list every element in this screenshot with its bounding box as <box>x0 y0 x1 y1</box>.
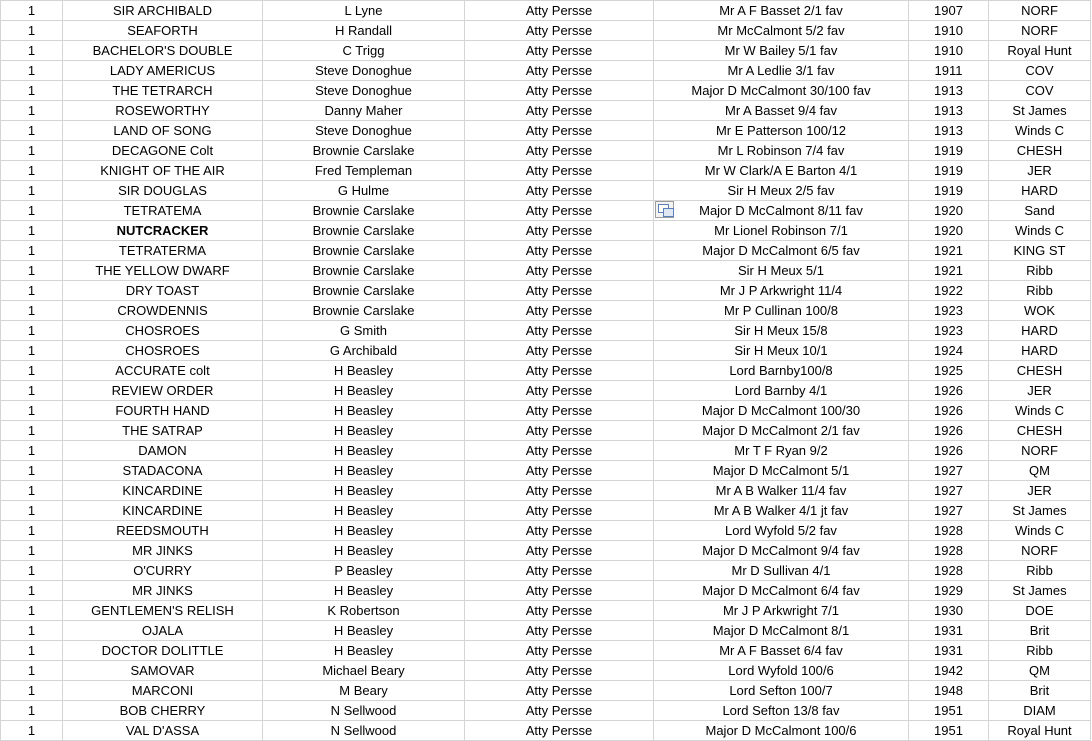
owner-odds-cell[interactable]: Major D McCalmont 100/30 <box>654 401 909 421</box>
year-cell[interactable]: 1931 <box>909 641 989 661</box>
race-cell[interactable]: COV <box>989 61 1091 81</box>
jockey-cell[interactable]: G Hulme <box>263 181 465 201</box>
horse-cell[interactable]: LAND OF SONG <box>63 121 263 141</box>
owner-odds-cell[interactable]: Mr W Bailey 5/1 fav <box>654 41 909 61</box>
year-cell[interactable]: 1911 <box>909 61 989 81</box>
position-cell[interactable]: 1 <box>1 241 63 261</box>
horse-cell[interactable]: VAL D'ASSA <box>63 721 263 741</box>
table-row <box>1 81 1091 101</box>
trainer-cell[interactable]: Atty Persse <box>465 361 654 381</box>
table-row <box>1 201 1091 221</box>
table-row <box>1 541 1091 561</box>
trainer-cell[interactable]: Atty Persse <box>465 161 654 181</box>
table-row <box>1 581 1091 601</box>
horse-cell[interactable]: ACCURATE colt <box>63 361 263 381</box>
position-cell[interactable]: 1 <box>1 201 63 221</box>
owner-odds-cell[interactable]: Mr A Basset 9/4 fav <box>654 101 909 121</box>
table-row <box>1 521 1091 541</box>
jockey-cell[interactable]: G Archibald <box>263 341 465 361</box>
table-row <box>1 101 1091 121</box>
position-cell[interactable]: 1 <box>1 461 63 481</box>
year-cell[interactable]: 1921 <box>909 261 989 281</box>
position-cell[interactable]: 1 <box>1 561 63 581</box>
table-row <box>1 321 1091 341</box>
table-row <box>1 61 1091 81</box>
owner-odds-cell[interactable]: Major D McCalmont 5/1 <box>654 461 909 481</box>
year-cell[interactable]: 1926 <box>909 381 989 401</box>
owner-odds-cell[interactable]: Major D McCalmont 9/4 fav <box>654 541 909 561</box>
race-cell[interactable]: Brit <box>989 681 1091 701</box>
table-row <box>1 401 1091 421</box>
year-cell[interactable]: 1910 <box>909 41 989 61</box>
position-cell[interactable]: 1 <box>1 101 63 121</box>
table-row <box>1 681 1091 701</box>
jockey-cell[interactable]: H Beasley <box>263 621 465 641</box>
year-cell[interactable]: 1924 <box>909 341 989 361</box>
trainer-cell[interactable]: Atty Persse <box>465 621 654 641</box>
year-cell[interactable]: 1923 <box>909 321 989 341</box>
jockey-cell[interactable]: Steve Donoghue <box>263 121 465 141</box>
position-cell[interactable]: 1 <box>1 21 63 41</box>
position-cell[interactable]: 1 <box>1 221 63 241</box>
trainer-cell[interactable]: Atty Persse <box>465 81 654 101</box>
race-cell[interactable]: St James <box>989 501 1091 521</box>
jockey-cell[interactable]: C Trigg <box>263 41 465 61</box>
jockey-cell[interactable]: Brownie Carslake <box>263 241 465 261</box>
year-cell[interactable]: 1951 <box>909 721 989 741</box>
trainer-cell[interactable]: Atty Persse <box>465 1 654 21</box>
jockey-cell[interactable]: H Randall <box>263 21 465 41</box>
horse-cell[interactable]: MARCONI <box>63 681 263 701</box>
horse-cell[interactable]: O'CURRY <box>63 561 263 581</box>
table-row <box>1 621 1091 641</box>
position-cell[interactable]: 1 <box>1 721 63 741</box>
position-cell[interactable]: 1 <box>1 401 63 421</box>
jockey-cell[interactable]: N Sellwood <box>263 701 465 721</box>
jockey-cell[interactable]: H Beasley <box>263 641 465 661</box>
horse-cell[interactable]: SAMOVAR <box>63 661 263 681</box>
owner-odds-cell[interactable]: Lord Sefton 100/7 <box>654 681 909 701</box>
horse-cell[interactable]: KINCARDINE <box>63 481 263 501</box>
owner-odds-cell[interactable]: Mr W Clark/A E Barton 4/1 <box>654 161 909 181</box>
horse-cell[interactable]: THE TETRARCH <box>63 81 263 101</box>
race-cell[interactable]: Winds C <box>989 121 1091 141</box>
position-cell[interactable]: 1 <box>1 501 63 521</box>
year-cell[interactable]: 1948 <box>909 681 989 701</box>
position-cell[interactable]: 1 <box>1 341 63 361</box>
position-cell[interactable]: 1 <box>1 541 63 561</box>
jockey-cell[interactable]: G Smith <box>263 321 465 341</box>
owner-odds-cell[interactable]: Mr J P Arkwright 7/1 <box>654 601 909 621</box>
horse-cell[interactable]: DAMON <box>63 441 263 461</box>
owner-odds-cell[interactable]: Sir H Meux 5/1 <box>654 261 909 281</box>
table-row <box>1 501 1091 521</box>
position-cell[interactable]: 1 <box>1 61 63 81</box>
position-cell[interactable]: 1 <box>1 121 63 141</box>
position-cell[interactable]: 1 <box>1 581 63 601</box>
jockey-cell[interactable]: Brownie Carslake <box>263 301 465 321</box>
race-cell[interactable]: NORF <box>989 441 1091 461</box>
horse-cell[interactable]: CHOSROES <box>63 341 263 361</box>
race-cell[interactable]: DOE <box>989 601 1091 621</box>
owner-odds-cell[interactable]: Mr L Robinson 7/4 fav <box>654 141 909 161</box>
horse-cell[interactable]: MR JINKS <box>63 581 263 601</box>
horse-cell[interactable]: FOURTH HAND <box>63 401 263 421</box>
race-cell[interactable]: Brit <box>989 621 1091 641</box>
jockey-cell[interactable]: Danny Maher <box>263 101 465 121</box>
table-row <box>1 301 1091 321</box>
jockey-cell[interactable]: H Beasley <box>263 381 465 401</box>
horse-cell[interactable]: SIR ARCHIBALD <box>63 1 263 21</box>
race-cell[interactable]: QM <box>989 461 1091 481</box>
owner-odds-cell[interactable]: Mr A F Basset 2/1 fav <box>654 1 909 21</box>
race-cell[interactable]: HARD <box>989 181 1091 201</box>
horse-cell[interactable]: ROSEWORTHY <box>63 101 263 121</box>
jockey-cell[interactable]: M Beary <box>263 681 465 701</box>
race-cell[interactable]: NORF <box>989 1 1091 21</box>
position-cell[interactable]: 1 <box>1 361 63 381</box>
jockey-cell[interactable]: Fred Templeman <box>263 161 465 181</box>
horse-cell[interactable]: DOCTOR DOLITTLE <box>63 641 263 661</box>
race-cell[interactable]: Sand <box>989 201 1091 221</box>
trainer-cell[interactable]: Atty Persse <box>465 121 654 141</box>
table-row <box>1 261 1091 281</box>
year-cell[interactable]: 1919 <box>909 181 989 201</box>
table-row <box>1 721 1091 741</box>
position-cell[interactable]: 1 <box>1 281 63 301</box>
race-cell[interactable]: WOK <box>989 301 1091 321</box>
position-cell[interactable]: 1 <box>1 661 63 681</box>
trainer-cell[interactable]: Atty Persse <box>465 401 654 421</box>
race-cell[interactable]: QM <box>989 661 1091 681</box>
owner-odds-cell[interactable]: Mr E Patterson 100/12 <box>654 121 909 141</box>
jockey-cell[interactable]: K Robertson <box>263 601 465 621</box>
trainer-cell[interactable]: Atty Persse <box>465 201 654 221</box>
year-cell[interactable]: 1913 <box>909 81 989 101</box>
horse-cell[interactable]: TETRATERMA <box>63 241 263 261</box>
paste-options-icon[interactable] <box>655 201 674 218</box>
race-cell[interactable]: JER <box>989 381 1091 401</box>
position-cell[interactable]: 1 <box>1 1 63 21</box>
year-cell[interactable]: 1930 <box>909 601 989 621</box>
year-cell[interactable]: 1928 <box>909 521 989 541</box>
jockey-cell[interactable]: H Beasley <box>263 361 465 381</box>
trainer-cell[interactable]: Atty Persse <box>465 61 654 81</box>
position-cell[interactable]: 1 <box>1 601 63 621</box>
trainer-cell[interactable]: Atty Persse <box>465 281 654 301</box>
jockey-cell[interactable]: H Beasley <box>263 421 465 441</box>
race-cell[interactable]: HARD <box>989 341 1091 361</box>
year-cell[interactable]: 1925 <box>909 361 989 381</box>
position-cell[interactable]: 1 <box>1 381 63 401</box>
table-row <box>1 701 1091 721</box>
trainer-cell[interactable]: Atty Persse <box>465 501 654 521</box>
jockey-cell[interactable]: H Beasley <box>263 541 465 561</box>
trainer-cell[interactable]: Atty Persse <box>465 261 654 281</box>
race-cell[interactable]: DIAM <box>989 701 1091 721</box>
trainer-cell[interactable]: Atty Persse <box>465 241 654 261</box>
trainer-cell[interactable]: Atty Persse <box>465 441 654 461</box>
table-row <box>1 41 1091 61</box>
horse-cell[interactable]: GENTLEMEN'S RELISH <box>63 601 263 621</box>
horse-cell[interactable]: THE YELLOW DWARF <box>63 261 263 281</box>
year-cell[interactable]: 1913 <box>909 121 989 141</box>
race-cell[interactable]: Ribb <box>989 641 1091 661</box>
race-cell[interactable]: CHESH <box>989 141 1091 161</box>
trainer-cell[interactable]: Atty Persse <box>465 461 654 481</box>
jockey-cell[interactable]: H Beasley <box>263 521 465 541</box>
race-cell[interactable]: NORF <box>989 541 1091 561</box>
race-cell[interactable]: Winds C <box>989 221 1091 241</box>
race-cell[interactable]: Ribb <box>989 261 1091 281</box>
horse-cell[interactable]: NUTCRACKER <box>63 221 263 241</box>
year-cell[interactable]: 1927 <box>909 481 989 501</box>
table-row <box>1 641 1091 661</box>
table-row <box>1 381 1091 401</box>
jockey-cell[interactable]: Brownie Carslake <box>263 261 465 281</box>
race-cell[interactable]: CHESH <box>989 421 1091 441</box>
trainer-cell[interactable]: Atty Persse <box>465 601 654 621</box>
horse-cell[interactable]: CHOSROES <box>63 321 263 341</box>
owner-odds-cell[interactable]: Mr D Sullivan 4/1 <box>654 561 909 581</box>
position-cell[interactable]: 1 <box>1 181 63 201</box>
owner-odds-cell[interactable]: Mr Lionel Robinson 7/1 <box>654 221 909 241</box>
trainer-cell[interactable]: Atty Persse <box>465 181 654 201</box>
race-cell[interactable]: NORF <box>989 21 1091 41</box>
jockey-cell[interactable]: H Beasley <box>263 441 465 461</box>
owner-odds-cell[interactable]: Lord Barnby 4/1 <box>654 381 909 401</box>
year-cell[interactable]: 1951 <box>909 701 989 721</box>
trainer-cell[interactable]: Atty Persse <box>465 541 654 561</box>
horse-cell[interactable]: LADY AMERICUS <box>63 61 263 81</box>
year-cell[interactable]: 1927 <box>909 501 989 521</box>
trainer-cell[interactable]: Atty Persse <box>465 301 654 321</box>
table-row <box>1 221 1091 241</box>
race-cell[interactable]: CHESH <box>989 361 1091 381</box>
year-cell[interactable]: 1942 <box>909 661 989 681</box>
horse-cell[interactable]: SEAFORTH <box>63 21 263 41</box>
table-row <box>1 161 1091 181</box>
year-cell[interactable]: 1919 <box>909 161 989 181</box>
table-row <box>1 481 1091 501</box>
horse-cell[interactable]: REVIEW ORDER <box>63 381 263 401</box>
race-cell[interactable]: Ribb <box>989 561 1091 581</box>
position-cell[interactable]: 1 <box>1 261 63 281</box>
jockey-cell[interactable]: H Beasley <box>263 401 465 421</box>
position-cell[interactable]: 1 <box>1 521 63 541</box>
year-cell[interactable]: 1920 <box>909 221 989 241</box>
race-cell[interactable]: Ribb <box>989 281 1091 301</box>
owner-odds-cell[interactable]: Major D McCalmont 30/100 fav <box>654 81 909 101</box>
table-row <box>1 141 1091 161</box>
trainer-cell[interactable]: Atty Persse <box>465 681 654 701</box>
jockey-cell[interactable]: H Beasley <box>263 581 465 601</box>
position-cell[interactable]: 1 <box>1 41 63 61</box>
owner-odds-cell[interactable]: Major D McCalmont 8/1 <box>654 621 909 641</box>
table-row <box>1 181 1091 201</box>
position-cell[interactable]: 1 <box>1 701 63 721</box>
table-row <box>1 421 1091 441</box>
year-cell[interactable]: 1922 <box>909 281 989 301</box>
trainer-cell[interactable]: Atty Persse <box>465 521 654 541</box>
position-cell[interactable]: 1 <box>1 321 63 341</box>
horse-cell[interactable]: TETRATEMA <box>63 201 263 221</box>
jockey-cell[interactable]: Brownie Carslake <box>263 221 465 241</box>
horse-cell[interactable]: CROWDENNIS <box>63 301 263 321</box>
owner-odds-cell[interactable]: Lord Wyfold 5/2 fav <box>654 521 909 541</box>
owner-odds-cell[interactable]: Mr A B Walker 11/4 fav <box>654 481 909 501</box>
position-cell[interactable]: 1 <box>1 161 63 181</box>
owner-odds-cell[interactable]: Lord Barnby100/8 <box>654 361 909 381</box>
owner-odds-cell[interactable]: Major D McCalmont 6/4 fav <box>654 581 909 601</box>
owner-odds-cell[interactable]: Mr A F Basset 6/4 fav <box>654 641 909 661</box>
horse-cell[interactable]: BOB CHERRY <box>63 701 263 721</box>
horse-cell[interactable]: THE SATRAP <box>63 421 263 441</box>
trainer-cell[interactable]: Atty Persse <box>465 21 654 41</box>
trainer-cell[interactable]: Atty Persse <box>465 221 654 241</box>
owner-odds-cell[interactable]: Major D McCalmont 6/5 fav <box>654 241 909 261</box>
position-cell[interactable]: 1 <box>1 681 63 701</box>
year-cell[interactable]: 1907 <box>909 1 989 21</box>
trainer-cell[interactable]: Atty Persse <box>465 381 654 401</box>
year-cell[interactable]: 1928 <box>909 561 989 581</box>
horse-cell[interactable]: KNIGHT OF THE AIR <box>63 161 263 181</box>
owner-odds-cell[interactable]: Sir H Meux 2/5 fav <box>654 181 909 201</box>
year-cell[interactable]: 1926 <box>909 441 989 461</box>
owner-odds-cell[interactable]: Major D McCalmont 2/1 fav <box>654 421 909 441</box>
year-cell[interactable]: 1910 <box>909 21 989 41</box>
owner-odds-cell[interactable]: Major D McCalmont 8/11 fav <box>654 201 909 221</box>
trainer-cell[interactable]: Atty Persse <box>465 581 654 601</box>
position-cell[interactable]: 1 <box>1 621 63 641</box>
jockey-cell[interactable]: L Lyne <box>263 1 465 21</box>
race-cell[interactable]: Winds C <box>989 401 1091 421</box>
horse-cell[interactable]: MR JINKS <box>63 541 263 561</box>
table-row <box>1 1 1091 21</box>
race-cell[interactable]: Winds C <box>989 521 1091 541</box>
position-cell[interactable]: 1 <box>1 81 63 101</box>
position-cell[interactable]: 1 <box>1 441 63 461</box>
trainer-cell[interactable]: Atty Persse <box>465 561 654 581</box>
horse-cell[interactable]: SIR DOUGLAS <box>63 181 263 201</box>
horse-cell[interactable]: DECAGONE Colt <box>63 141 263 161</box>
trainer-cell[interactable]: Atty Persse <box>465 321 654 341</box>
jockey-cell[interactable]: N Sellwood <box>263 721 465 741</box>
owner-odds-cell[interactable]: Lord Sefton 13/8 fav <box>654 701 909 721</box>
jockey-cell[interactable]: H Beasley <box>263 461 465 481</box>
table-row <box>1 561 1091 581</box>
race-cell[interactable]: COV <box>989 81 1091 101</box>
position-cell[interactable]: 1 <box>1 141 63 161</box>
owner-odds-cell[interactable]: Lord Wyfold 100/6 <box>654 661 909 681</box>
horse-cell[interactable]: KINCARDINE <box>63 501 263 521</box>
owner-odds-cell[interactable]: Mr T F Ryan 9/2 <box>654 441 909 461</box>
year-cell[interactable]: 1913 <box>909 101 989 121</box>
race-cell[interactable]: Royal Hunt <box>989 721 1091 741</box>
horse-cell[interactable]: STADACONA <box>63 461 263 481</box>
horse-cell[interactable]: BACHELOR'S DOUBLE <box>63 41 263 61</box>
trainer-cell[interactable]: Atty Persse <box>465 41 654 61</box>
year-cell[interactable]: 1926 <box>909 401 989 421</box>
table-row <box>1 441 1091 461</box>
jockey-cell[interactable]: H Beasley <box>263 481 465 501</box>
owner-odds-cell[interactable]: Mr McCalmont 5/2 fav <box>654 21 909 41</box>
table-row <box>1 341 1091 361</box>
table-row <box>1 661 1091 681</box>
jockey-cell[interactable]: H Beasley <box>263 501 465 521</box>
trainer-cell[interactable]: Atty Persse <box>465 481 654 501</box>
position-cell[interactable]: 1 <box>1 481 63 501</box>
jockey-cell[interactable]: Steve Donoghue <box>263 81 465 101</box>
jockey-cell[interactable]: P Beasley <box>263 561 465 581</box>
owner-odds-cell[interactable]: Mr A B Walker 4/1 jt fav <box>654 501 909 521</box>
year-cell[interactable]: 1920 <box>909 201 989 221</box>
table-row <box>1 461 1091 481</box>
trainer-cell[interactable]: Atty Persse <box>465 101 654 121</box>
trainer-cell[interactable]: Atty Persse <box>465 721 654 741</box>
table-row <box>1 601 1091 621</box>
trainer-cell[interactable]: Atty Persse <box>465 421 654 441</box>
table-row <box>1 241 1091 261</box>
jockey-cell[interactable]: Brownie Carslake <box>263 281 465 301</box>
owner-odds-cell[interactable]: Sir H Meux 15/8 <box>654 321 909 341</box>
race-cell[interactable]: KING ST <box>989 241 1091 261</box>
year-cell[interactable]: 1928 <box>909 541 989 561</box>
race-cell[interactable]: HARD <box>989 321 1091 341</box>
race-cell[interactable]: JER <box>989 481 1091 501</box>
year-cell[interactable]: 1919 <box>909 141 989 161</box>
race-cell[interactable]: St James <box>989 101 1091 121</box>
race-cell[interactable]: JER <box>989 161 1091 181</box>
owner-odds-cell[interactable]: Mr P Cullinan 100/8 <box>654 301 909 321</box>
horse-cell[interactable]: OJALA <box>63 621 263 641</box>
position-cell[interactable]: 1 <box>1 421 63 441</box>
race-cell[interactable]: Royal Hunt <box>989 41 1091 61</box>
jockey-cell[interactable]: Brownie Carslake <box>263 201 465 221</box>
year-cell[interactable]: 1927 <box>909 461 989 481</box>
trainer-cell[interactable]: Atty Persse <box>465 341 654 361</box>
jockey-cell[interactable]: Brownie Carslake <box>263 141 465 161</box>
trainer-cell[interactable]: Atty Persse <box>465 701 654 721</box>
table-row <box>1 281 1091 301</box>
year-cell[interactable]: 1923 <box>909 301 989 321</box>
horse-cell[interactable]: REEDSMOUTH <box>63 521 263 541</box>
owner-odds-cell[interactable]: Mr J P Arkwright 11/4 <box>654 281 909 301</box>
year-cell[interactable]: 1931 <box>909 621 989 641</box>
jockey-cell[interactable]: Steve Donoghue <box>263 61 465 81</box>
trainer-cell[interactable]: Atty Persse <box>465 141 654 161</box>
position-cell[interactable]: 1 <box>1 641 63 661</box>
table-row <box>1 121 1091 141</box>
position-cell[interactable]: 1 <box>1 301 63 321</box>
table-row <box>1 21 1091 41</box>
horse-cell[interactable]: DRY TOAST <box>63 281 263 301</box>
owner-odds-cell[interactable]: Major D McCalmont 100/6 <box>654 721 909 741</box>
owner-odds-cell[interactable]: Sir H Meux 10/1 <box>654 341 909 361</box>
trainer-cell[interactable]: Atty Persse <box>465 661 654 681</box>
year-cell[interactable]: 1921 <box>909 241 989 261</box>
race-cell[interactable]: St James <box>989 581 1091 601</box>
table-row <box>1 361 1091 381</box>
year-cell[interactable]: 1929 <box>909 581 989 601</box>
trainer-cell[interactable]: Atty Persse <box>465 641 654 661</box>
year-cell[interactable]: 1926 <box>909 421 989 441</box>
owner-odds-cell[interactable]: Mr A Ledlie 3/1 fav <box>654 61 909 81</box>
jockey-cell[interactable]: Michael Beary <box>263 661 465 681</box>
